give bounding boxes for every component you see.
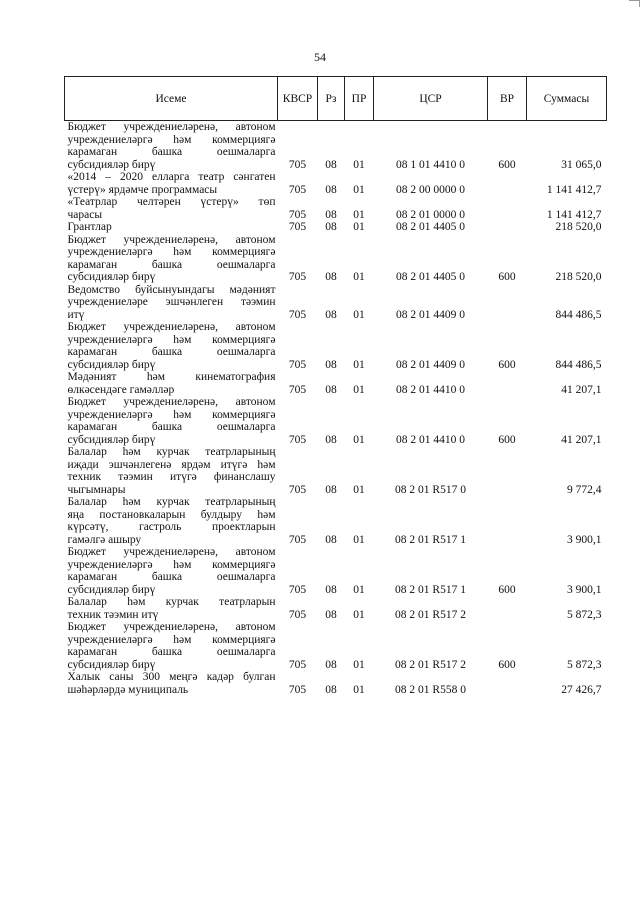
cell-kvsr: 705 <box>288 308 307 321</box>
cell-pr: 01 <box>353 583 365 596</box>
cell-rz: 08 <box>325 608 337 621</box>
cell-vr <box>488 196 527 221</box>
cell-vr: 600 <box>498 658 516 671</box>
cell-sum: 5 872,3 <box>567 608 602 621</box>
row-name-line: Бюджет учреждениеләренә, автоном <box>67 546 276 558</box>
table-row <box>65 321 607 371</box>
cell-pr: 01 <box>353 483 365 496</box>
row-name <box>65 396 278 446</box>
row-name-line: учреждениеләргә һәм коммерциягә <box>67 246 276 258</box>
cell-sum: 27 426,7 <box>561 683 602 696</box>
header-csr: ЦСР <box>374 77 488 121</box>
cell-rz: 08 <box>325 583 337 596</box>
table-row <box>65 221 607 234</box>
cell-sum: 1 141 412,7 <box>546 208 602 221</box>
cell-csr: 08 2 01 4405 0 <box>396 271 465 283</box>
cell-csr: 08 1 01 4410 0 <box>396 158 465 171</box>
cell-rz: 08 <box>325 271 337 283</box>
cell-pr: 01 <box>353 271 365 283</box>
cell-csr: 08 2 01 R517 0 <box>395 483 466 496</box>
row-name-line: Мәдәният һәм кинематография <box>67 371 276 383</box>
cell-pr: 01 <box>353 308 365 321</box>
table-row <box>65 396 607 446</box>
cell-rz: 08 <box>325 683 337 696</box>
cell-csr: 08 2 01 R517 1 <box>395 533 466 546</box>
row-name <box>65 284 278 322</box>
row-name-line: субсидияләр бирү <box>67 271 156 283</box>
cell-rz: 08 <box>325 383 337 396</box>
row-name-line: карамаган башка оешмаларга <box>67 258 276 271</box>
cell-kvsr: 705 <box>288 583 307 596</box>
cell-rz: 08 <box>325 658 337 671</box>
cell-rz: 08 <box>325 158 337 171</box>
cell-vr <box>488 171 527 196</box>
row-name <box>65 171 278 196</box>
cell-csr: 08 2 01 4405 0 <box>396 221 465 233</box>
cell-pr: 01 <box>353 433 365 446</box>
cell-rz: 08 <box>325 183 337 196</box>
cell-kvsr: 705 <box>288 271 307 283</box>
row-name-line: учреждениеләре эшчәнлеген тәэмин <box>67 296 276 308</box>
cell-sum: 3 900,1 <box>567 583 602 596</box>
cell-rz: 08 <box>325 483 337 496</box>
row-name-line: Халык саны 300 меңгә кадәр булган <box>67 671 276 683</box>
cell-pr: 01 <box>353 683 365 696</box>
cell-vr <box>488 446 527 496</box>
cell-kvsr: 705 <box>288 208 307 221</box>
row-name-line: учреждениеләргә һәм коммерциягә <box>67 133 276 146</box>
row-name-line: Бюджет учреждениеләренә, автоном <box>67 396 276 408</box>
cell-pr: 01 <box>353 358 365 371</box>
row-name <box>65 371 278 396</box>
header-name: Исеме <box>65 77 278 121</box>
row-name-line: Балалар һәм курчак театрларының <box>67 446 276 458</box>
row-name-line: Бюджет учреждениеләренә, автоном <box>67 121 276 133</box>
cell-kvsr: 705 <box>288 683 307 696</box>
row-name <box>65 671 278 696</box>
row-name-line: чарасы <box>67 208 103 221</box>
cell-vr: 600 <box>498 271 516 283</box>
row-name-line: карамаган башка оешмаларга <box>67 346 276 358</box>
header-vr: ВР <box>488 77 527 121</box>
row-name-line: субсидияләр бирү <box>67 583 156 596</box>
cell-pr: 01 <box>353 658 365 671</box>
row-name-line: субсидияләр бирү <box>67 658 156 671</box>
cell-vr <box>488 596 527 621</box>
cell-rz: 08 <box>325 533 337 546</box>
cell-rz: 08 <box>325 358 337 371</box>
cell-csr: 08 2 01 R517 1 <box>395 583 466 596</box>
cell-sum: 3 900,1 <box>567 533 602 546</box>
cell-pr: 01 <box>353 533 365 546</box>
row-name-line: Бюджет учреждениеләренә, автоном <box>67 621 276 633</box>
row-name-line: «2014 – 2020 елларга театр сәнгатен <box>67 171 276 183</box>
cell-vr: 600 <box>498 158 516 171</box>
cell-pr: 01 <box>353 383 365 396</box>
header-kvsr: КВСР <box>278 77 318 121</box>
cell-vr: 600 <box>498 433 516 446</box>
cell-csr: 08 2 01 4410 0 <box>396 433 465 446</box>
cell-rz: 08 <box>325 308 337 321</box>
row-name-line: Ведомство буйсынуындагы мәдәният <box>67 283 276 296</box>
table-row <box>65 596 607 621</box>
cell-csr: 08 2 01 R558 0 <box>395 683 466 696</box>
cell-csr: 08 2 01 4409 0 <box>396 308 465 321</box>
cell-pr: 01 <box>353 183 365 196</box>
row-name <box>65 446 278 496</box>
row-name-line: карамаган башка оешмаларга <box>67 421 276 433</box>
table-row <box>65 621 607 671</box>
row-name-line: яңа постановкаларын булдыру һәм <box>67 508 276 521</box>
cell-rz: 08 <box>325 208 337 221</box>
cell-vr <box>488 284 527 322</box>
cell-kvsr: 705 <box>288 158 307 171</box>
header-sum: Суммасы <box>527 77 607 121</box>
cell-sum: 31 065,0 <box>561 158 602 171</box>
row-name <box>65 196 278 221</box>
row-name-line: Балалар һәм курчак театрларының <box>67 496 276 508</box>
row-name <box>65 121 278 172</box>
cell-sum: 844 486,5 <box>555 358 602 371</box>
cell-pr: 01 <box>353 608 365 621</box>
table-row <box>65 171 607 196</box>
cell-kvsr: 705 <box>288 483 307 496</box>
row-name-line: учреждениеләргә һәм коммерциягә <box>67 408 276 421</box>
row-name-line: техник тәэмин итү <box>67 608 159 621</box>
row-name-line: учреждениеләргә һәм коммерциягә <box>67 633 276 646</box>
cell-pr: 01 <box>353 158 365 171</box>
table-row <box>65 284 607 322</box>
header-pr: ПР <box>345 77 374 121</box>
cell-sum: 41 207,1 <box>561 383 602 396</box>
row-name <box>65 321 278 371</box>
cell-kvsr: 705 <box>288 658 307 671</box>
budget-table <box>64 76 607 696</box>
row-name <box>65 621 278 671</box>
header-rz: Рз <box>318 77 345 121</box>
cell-sum: 1 141 412,7 <box>546 183 602 196</box>
row-name-line: карамаган башка оешмаларга <box>67 146 276 158</box>
cell-vr <box>488 496 527 546</box>
row-name <box>65 546 278 596</box>
row-name-line: чыгымнары <box>67 483 126 496</box>
table-row <box>65 496 607 546</box>
cell-vr: 600 <box>498 583 516 596</box>
row-name-line: итү <box>67 308 85 321</box>
row-name-line: Бюджет учреждениеләренә, автоном <box>67 233 276 246</box>
cell-csr: 08 2 01 0000 0 <box>396 208 465 221</box>
row-name-line: күрсәтү, гастроль проектларын <box>67 521 276 533</box>
cell-vr <box>488 221 527 234</box>
table-row <box>65 546 607 596</box>
row-name-line: субсидияләр бирү <box>67 358 156 371</box>
row-name-line: Балалар һәм курчак театрларын <box>67 596 276 608</box>
row-name-line: техник тәэмин итүгә финанслашу <box>67 471 276 483</box>
table-row <box>65 446 607 496</box>
cell-kvsr: 705 <box>288 358 307 371</box>
row-name <box>65 221 278 234</box>
row-name-line: иҗади эшчәнлегенә ярдәм итүгә һәм <box>67 458 276 471</box>
row-name-line: учреждениеләргә һәм коммерциягә <box>67 558 276 571</box>
table-body <box>65 121 607 697</box>
cell-kvsr: 705 <box>288 433 307 446</box>
table-row <box>65 671 607 696</box>
cell-sum: 9 772,4 <box>567 483 602 496</box>
cell-kvsr: 705 <box>288 221 307 233</box>
cell-rz: 08 <box>325 433 337 446</box>
cell-sum: 41 207,1 <box>561 433 602 446</box>
table-row <box>65 234 607 284</box>
cell-kvsr: 705 <box>288 183 307 196</box>
row-name-line: субсидияләр бирү <box>67 158 156 171</box>
scan-corner-mark <box>629 0 640 7</box>
cell-csr: 08 2 01 4410 0 <box>396 383 465 396</box>
cell-kvsr: 705 <box>288 533 307 546</box>
cell-vr: 600 <box>498 358 516 371</box>
cell-csr: 08 2 01 4409 0 <box>396 358 465 371</box>
cell-pr: 01 <box>353 221 365 233</box>
row-name-line: гамәлгә ашыру <box>67 533 142 546</box>
page-number: 54 <box>314 50 326 64</box>
cell-sum: 844 486,5 <box>555 308 602 321</box>
cell-csr: 08 2 00 0000 0 <box>396 183 465 196</box>
row-name-line: Бюджет учреждениеләренә, автоном <box>67 321 276 333</box>
cell-csr: 08 2 01 R517 2 <box>395 658 466 671</box>
cell-pr: 01 <box>353 208 365 221</box>
table-row <box>65 196 607 221</box>
cell-sum: 218 520,0 <box>555 271 602 283</box>
row-name <box>65 496 278 546</box>
cell-vr <box>488 371 527 396</box>
cell-kvsr: 705 <box>288 383 307 396</box>
table-row <box>65 121 607 172</box>
row-name-line: Грантлар <box>67 221 112 233</box>
cell-csr: 08 2 01 R517 2 <box>395 608 466 621</box>
cell-rz: 08 <box>325 221 337 233</box>
row-name-line: карамаган башка оешмаларга <box>67 646 276 658</box>
cell-sum: 5 872,3 <box>567 658 602 671</box>
row-name-line: үстерү» ярдәмче программасы <box>67 183 218 196</box>
cell-sum: 218 520,0 <box>555 221 602 233</box>
cell-vr <box>488 671 527 696</box>
row-name-line: субсидияләр бирү <box>67 433 156 446</box>
row-name-line: «Театрлар челтәрен үстерү» төп <box>67 196 276 208</box>
row-name-line: карамаган башка оешмаларга <box>67 571 276 583</box>
cell-kvsr: 705 <box>288 608 307 621</box>
row-name-line: өлкәсендәге гамәлләр <box>67 383 175 396</box>
row-name-line: учреждениеләргә һәм коммерциягә <box>67 333 276 346</box>
row-name <box>65 234 278 284</box>
table-row <box>65 371 607 396</box>
row-name <box>65 596 278 621</box>
table-header-row <box>65 77 607 121</box>
row-name-line: шәһәрләрдә муниципаль <box>67 683 189 696</box>
